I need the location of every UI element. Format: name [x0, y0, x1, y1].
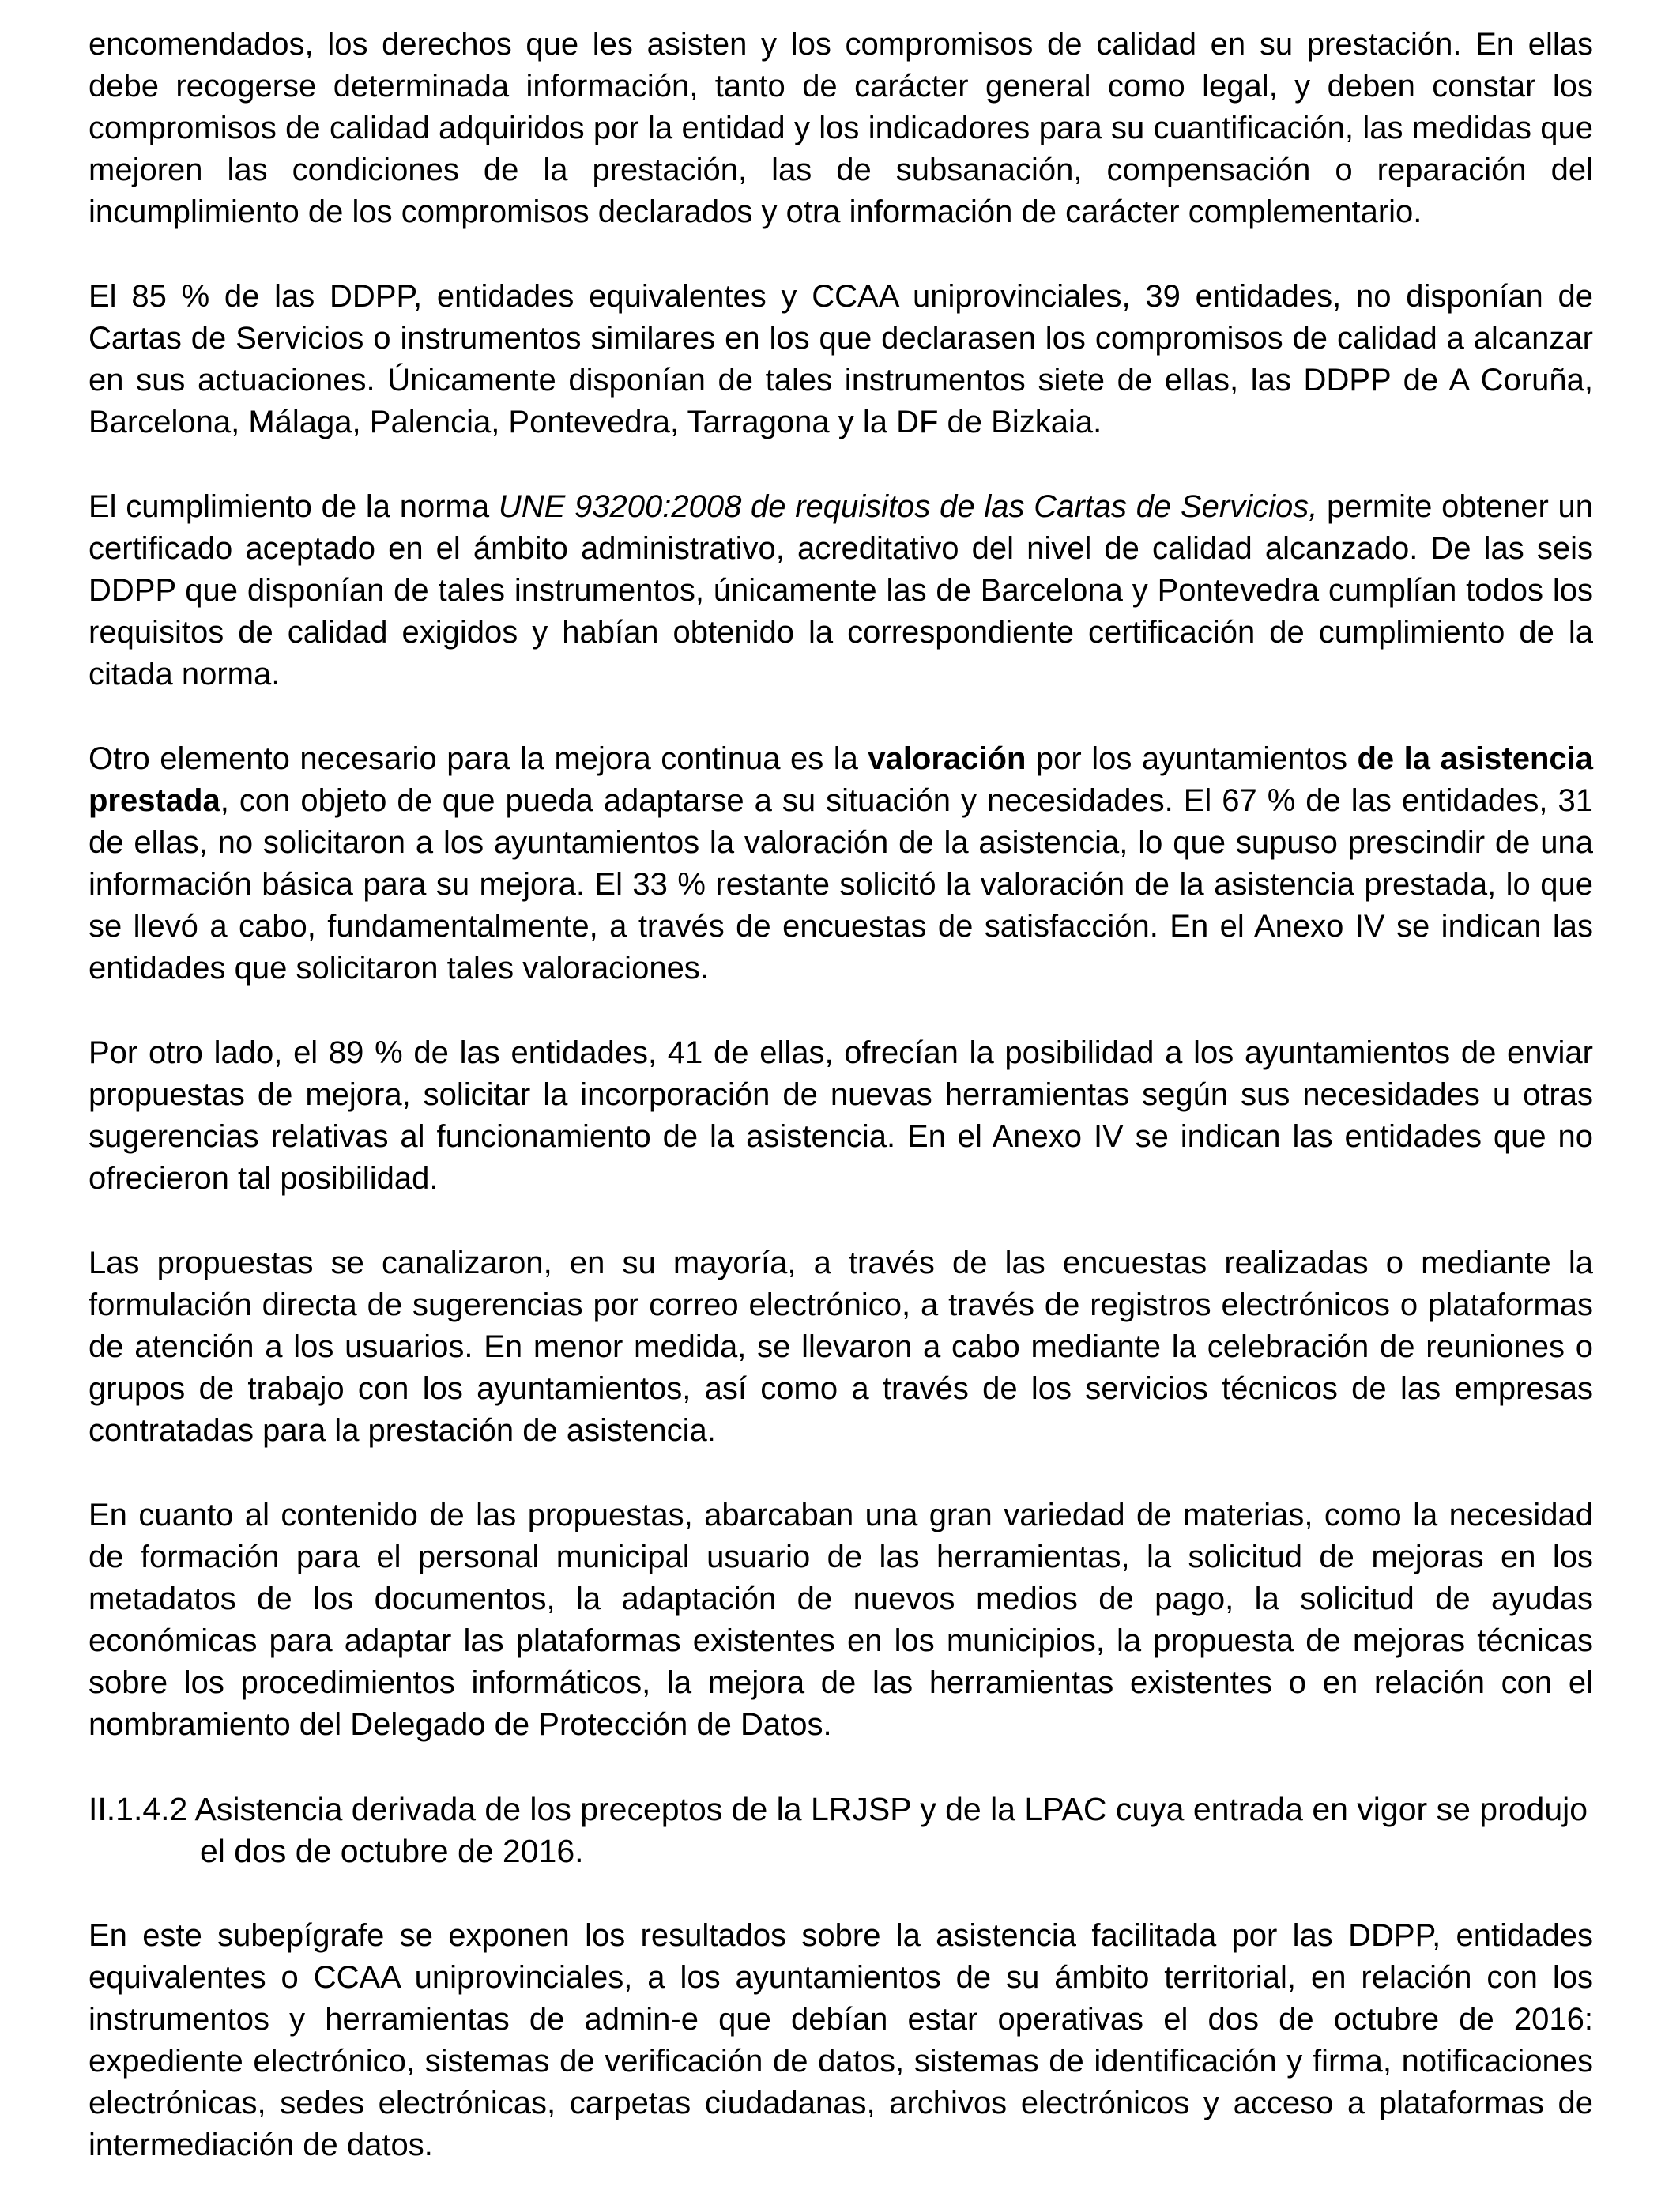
- paragraph-subepigrafe: En este subepígrafe se exponen los resultados sobre la asistencia facilitada por las DDPP, entidades equivalentes o CCAA uniprovinciales, a los ayuntamientos de su ámbito territorial, en relación con los instrumentos y herramientas de admin-e que debían estar operativas el dos de octubre de 2016: expediente electrónico, sistemas de verificación de datos, sistemas de identificación y firma, notificaciones electrónicas, sedes electrónicas, carpetas ciudadanas, archivos electrónicos y acceso a plataformas de intermediación de datos.: [89, 1918, 1593, 2162]
- paragraph-cartas-servicios-intro: encomendados, los derechos que les asisten y los compromisos de calidad en su prestación. En ellas debe recogerse determinada información, tanto de carácter general como legal, y deben constar los compromisos de calidad adquiridos por la entidad y los indicadores para su cuantificación, las medidas que mejoren las condiciones de la prestación, las de subsanación, compensación o reparación del incumplimiento de los compromisos declarados y otra información de carácter complementario.: [89, 27, 1593, 229]
- paragraph-ddpp-cartas: El 85 % de las DDPP, entidades equivalentes y CCAA uniprovinciales, 39 entidades, no disponían de Cartas de Servicios o instrumentos similares en los que declarasen los compromisos de calidad a alcanzar en sus actuaciones. Únicamente disponían de tales instrumentos siete de ellas, las DDPP de A Coruña, Barcelona, Málaga, Palencia, Pontevedra, Tarragona y la DF de Bizkaia.: [89, 279, 1593, 439]
- text-segment: Otro elemento necesario para la mejora continua es la: [89, 741, 868, 776]
- text-segment: El cumplimiento de la norma: [89, 489, 499, 524]
- paragraph-norma-une: [89, 486, 1593, 696]
- section-number: II.1.4.2: [89, 1791, 188, 1827]
- section-heading: [89, 1789, 1593, 1872]
- document-page: [89, 24, 1593, 2166]
- text-segment: por los ayuntamientos: [1026, 741, 1358, 776]
- text-segment: permite obtener un certificado aceptado en el ámbito administrativo, acreditativo del nivel de calidad alcanzado. De las seis DDPP que disponían de tales instrumentos, únicamente las de Barcelona y Pontevedra cumplían todos los requisitos de calidad exigidos y habían obtenido la correspondiente certificación de cumplimiento de la citada norma.: [89, 489, 1594, 692]
- paragraph-valoracion: [89, 738, 1593, 990]
- paragraph-propuestas-mejora: Por otro lado, el 89 % de las entidades, 41 de ellas, ofrecían la posibilidad a los ayuntamientos de enviar propuestas de mejora, solicitar la incorporación de nuevas herramientas según sus necesidades u otras sugerencias relativas al funcionamiento de la asistencia. En el Anexo IV se indican las entidades que no ofrecieron tal posibilidad.: [89, 1035, 1593, 1196]
- bold-asistencia-prestada: de la asistencia prestada: [89, 741, 1593, 818]
- norma-title: UNE 93200:2008 de requisitos de las Cartas de Servicios,: [498, 489, 1318, 524]
- paragraph-contenido-propuestas: En cuanto al contenido de las propuestas, abarcaban una gran variedad de materias, como la necesidad de formación para el personal municipal usuario de las herramientas, la solicitud de mejoras en los metadatos de los documentos, la adaptación de nuevos medios de pago, la solicitud de ayudas económicas para adaptar las plataformas existentes en los municipios, la propuesta de mejoras técnicas sobre los procedimientos informáticos, la mejora de las herramientas existentes o en relación con el nombramiento del Delegado de Protección de Datos.: [89, 1498, 1593, 1742]
- bold-valoracion: valoración: [868, 741, 1026, 776]
- paragraph-canalizacion-propuestas: Las propuestas se canalizaron, en su mayoría, a través de las encuestas realizadas o mediante la formulación directa de sugerencias por correo electrónico, a través de registros electrónicos o plataformas de atención a los usuarios. En menor medida, se llevaron a cabo mediante la celebración de reuniones o grupos de trabajo con los ayuntamientos, así como a través de los servicios técnicos de las empresas contratadas para la prestación de asistencia.: [89, 1246, 1593, 1448]
- text-segment: , con objeto de que pueda adaptarse a su situación y necesidades. El 67 % de las entidades, 31 de ellas, no solicitaron a los ayuntamientos la valoración de la asistencia, lo que supuso prescindir de una información básica para su mejora. El 33 % restante solicitó la valoración de la asistencia prestada, lo que se llevó a cabo, fundamentalmente, a través de encuestas de satisfacción. En el Anexo IV se indican las entidades que solicitaron tales valoraciones.: [89, 783, 1593, 986]
- section-title: Asistencia derivada de los preceptos de la LRJSP y de la LPAC cuya entrada en vigor se produjo el dos de octubre de 2016.: [194, 1791, 1588, 1869]
